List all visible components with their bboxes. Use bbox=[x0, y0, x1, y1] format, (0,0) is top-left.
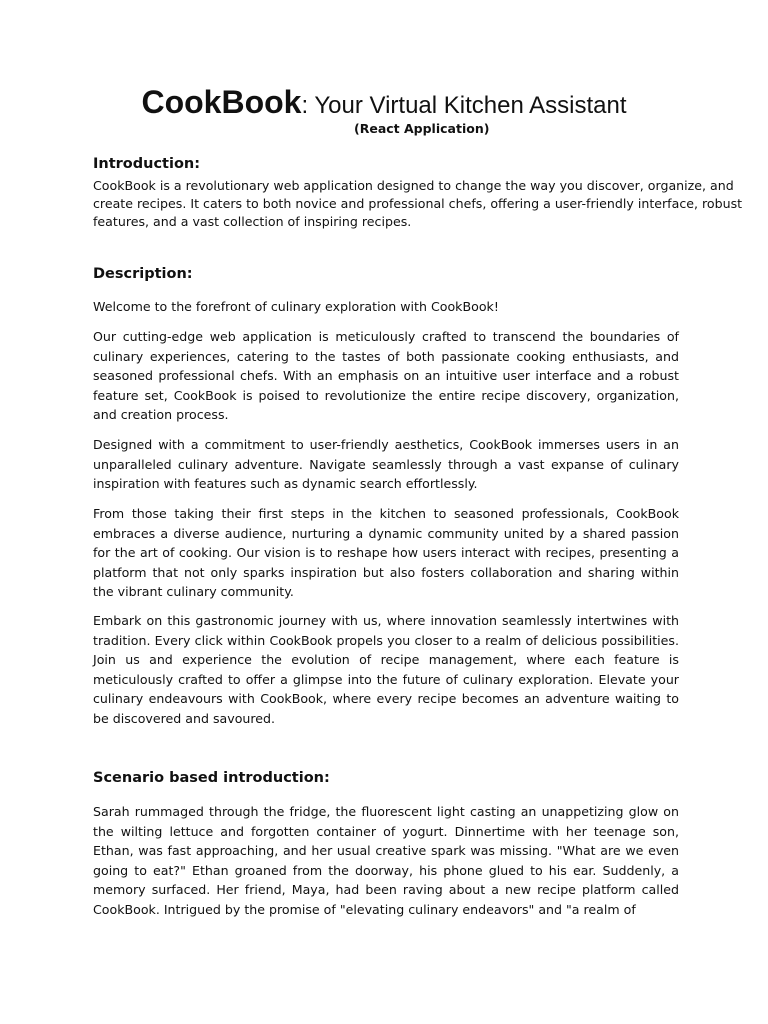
description-paragraph-5: Embark on this gastronomic journey with us, where innovation seamlessly intertwines with tradition. Every click within CookBook propels you closer to a realm of delicious possibilities. Join us and experience the evolution of recipe management, where each feature is meticulously crafted to offer a glimpse into the future of culinary exploration. Elevate your culinary endeavours with CookBook, where every recipe becomes an adventure waiting to be discovered and savoured. bbox=[93, 613, 679, 726]
document-subtitle: (React Application) bbox=[354, 121, 490, 136]
description-paragraph-1: Welcome to the forefront of culinary exploration with CookBook! bbox=[93, 299, 499, 314]
scenario-heading: Scenario based introduction: bbox=[93, 770, 330, 786]
document-title bbox=[0, 84, 768, 121]
title-tagline: : Your Virtual Kitchen Assistant bbox=[301, 92, 627, 119]
introduction-text: CookBook is a revolutionary web application designed to change the way you discover, organize, and create recipes. It caters to both novice and professional chefs, offering a user-friendly interface, robust features, and a vast collection of inspiring recipes. bbox=[93, 178, 743, 229]
scenario-paragraph: Sarah rummaged through the fridge, the fluorescent light casting an unappetizing glow on the wilting lettuce and forgotten container of yogurt. Dinnertime with her teenage son, Ethan, was fast approaching, and her usual creative spark was missing. "What are we even going to eat?" Ethan groaned from the doorway, his phone glued to his ear. Suddenly, a memory surfaced. Her friend, Maya, had been raving about a new recipe platform called CookBook. Intrigued by the promise of "elevating culinary endeavors" and "a realm of bbox=[93, 804, 679, 917]
description-paragraph-2: Our cutting-edge web application is meticulously crafted to transcend the boundaries of culinary experiences, catering to the tastes of both passionate cooking enthusiasts, and seasoned professional chefs. With an emphasis on an intuitive user interface and a robust feature set, CookBook is poised to revolutionize the entire recipe discovery, organization, and creation process. bbox=[93, 329, 679, 423]
introduction-heading: Introduction: bbox=[93, 156, 201, 172]
description-heading: Description: bbox=[93, 266, 193, 282]
description-paragraph-4: From those taking their first steps in the kitchen to seasoned professionals, CookBook embraces a diverse audience, nurturing a dynamic community united by a shared passion for the art of cooking. Our vision is to reshape how users interact with recipes, presenting a platform that not only sparks inspiration but also fosters collaboration and sharing within the vibrant culinary community. bbox=[93, 506, 679, 600]
title-brand: CookBook bbox=[141, 84, 302, 120]
description-paragraph-3: Designed with a commitment to user-friendly aesthetics, CookBook immerses users in an unparalleled culinary adventure. Navigate seamlessly through a vast expanse of culinary inspiration with features such as dynamic search effortlessly. bbox=[93, 437, 679, 492]
